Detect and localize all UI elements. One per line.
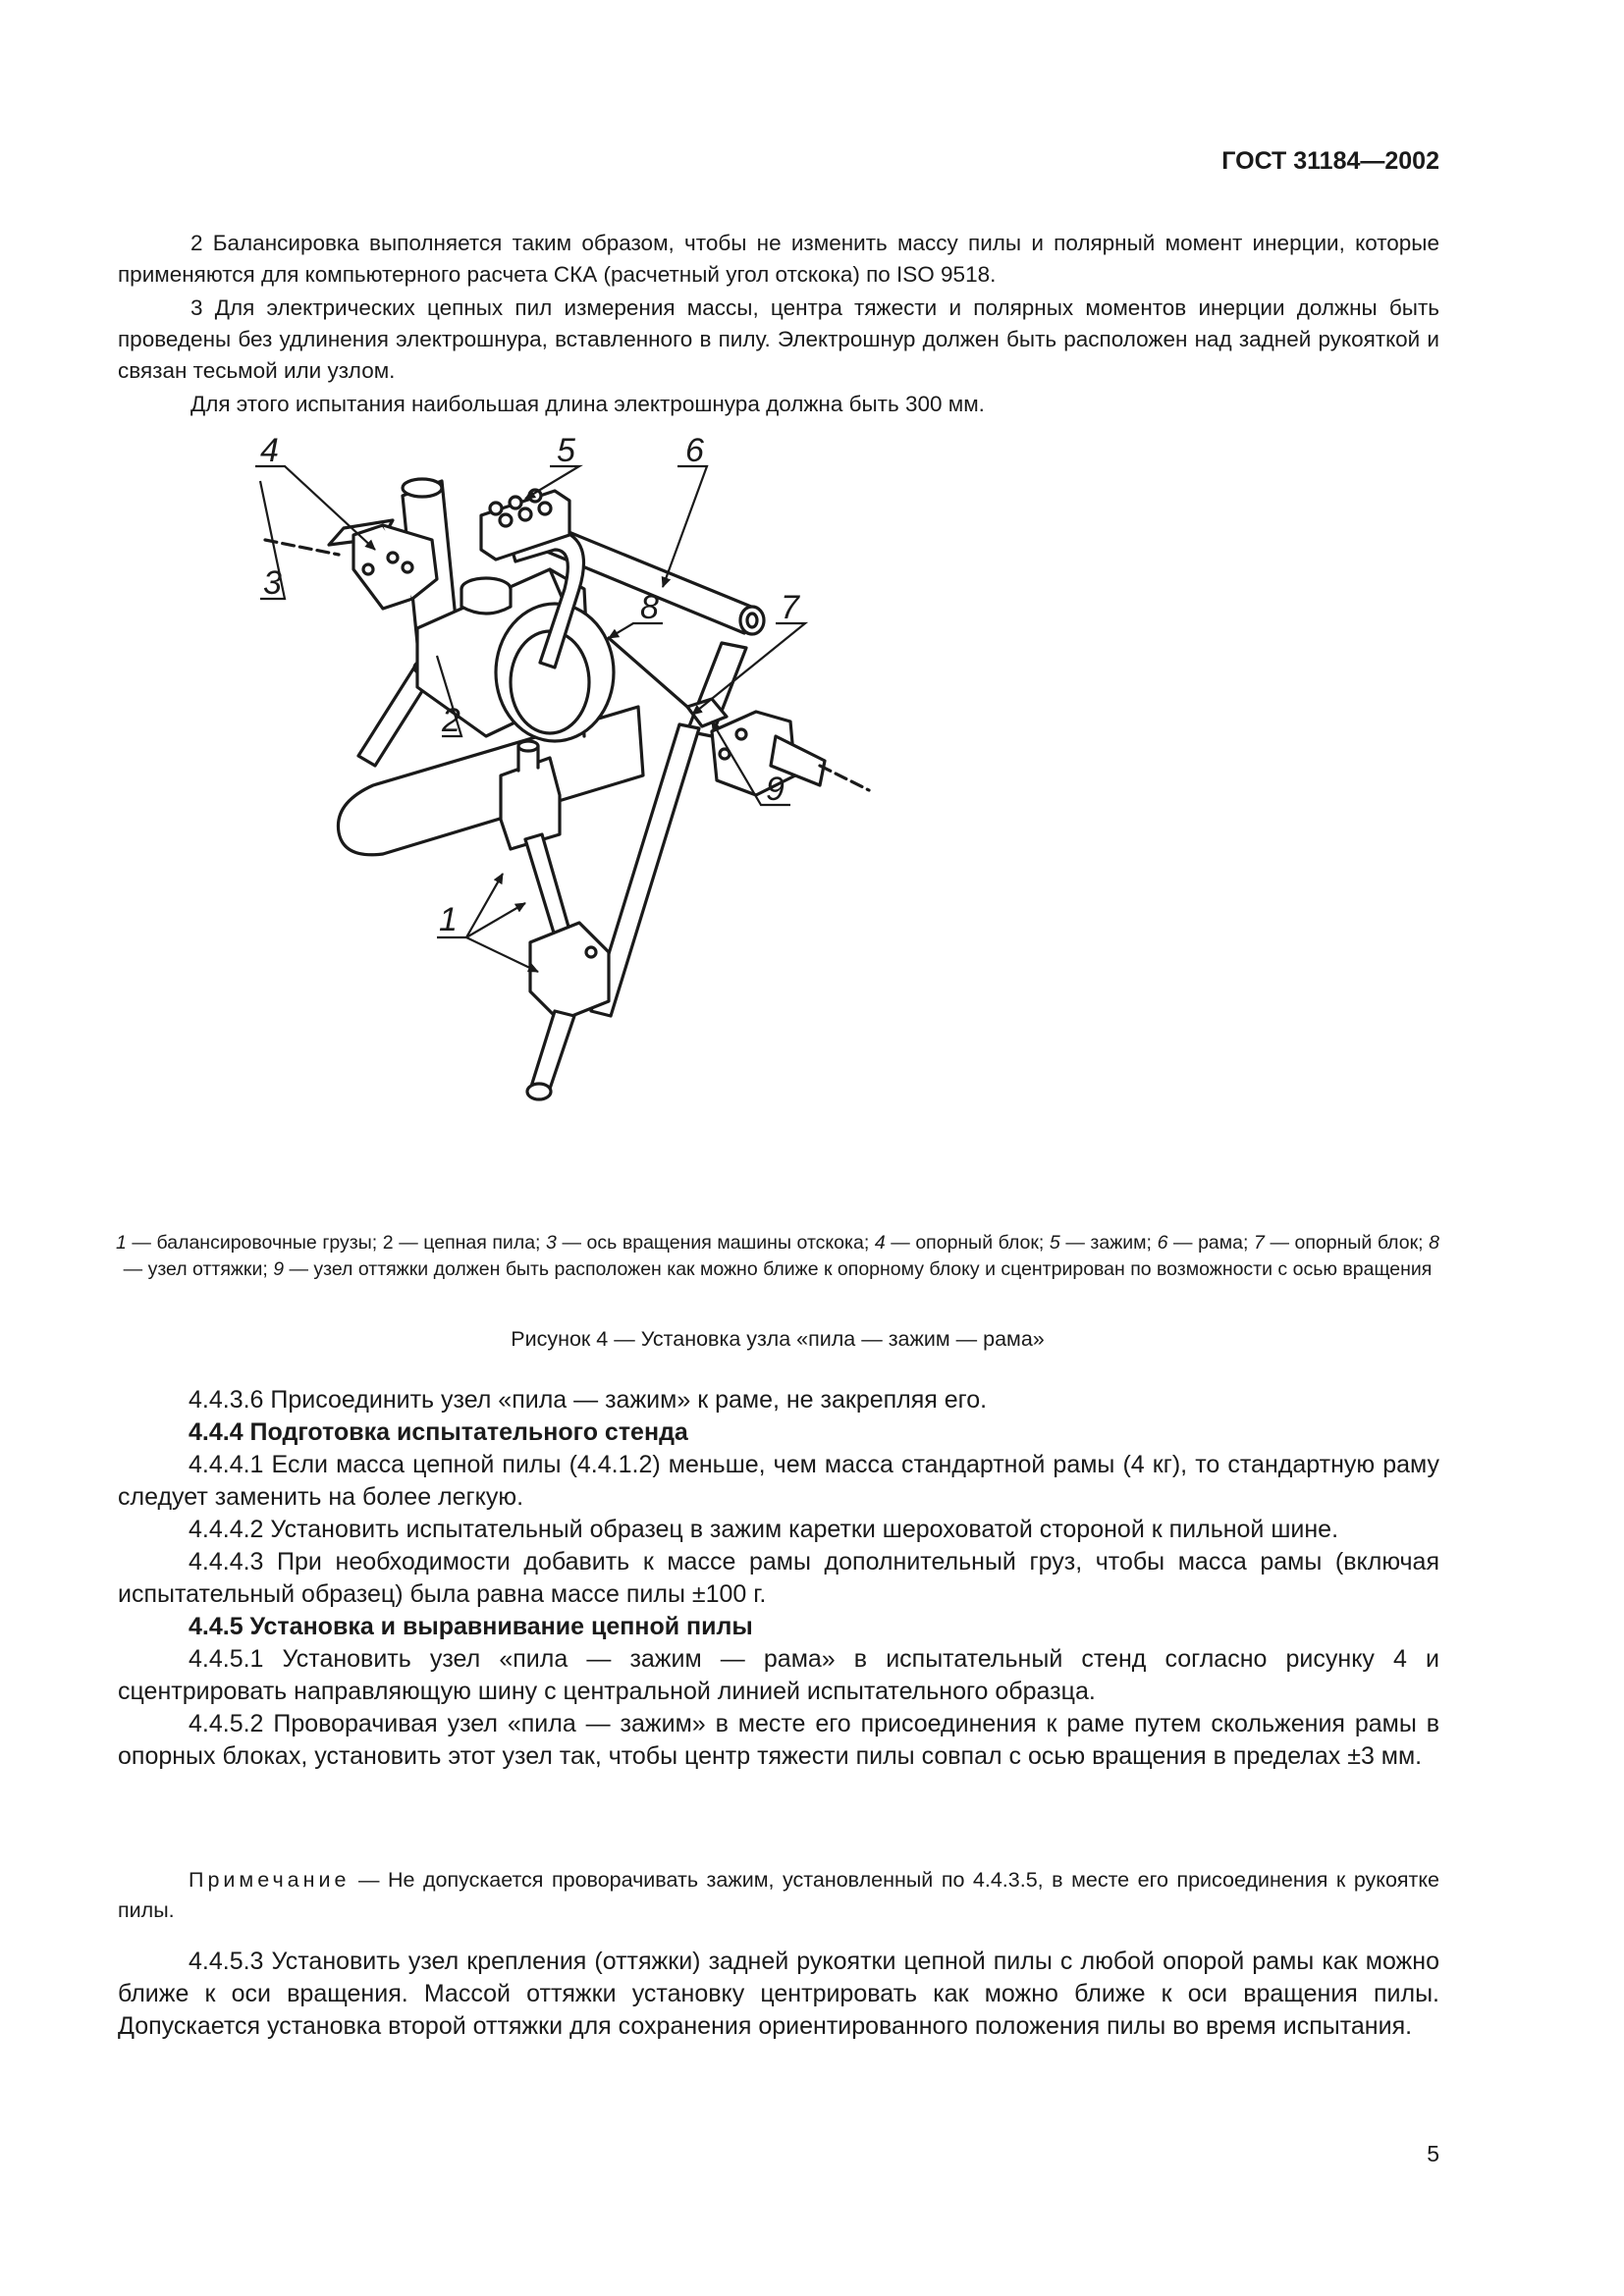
note-block [118,1865,1439,1926]
page-number: 5 [1427,2141,1439,2166]
note-3: 3 Для электрических цепных пил измерения массы, центра тяжести и полярных моментов инерции должны быть проведены без удлинения электрошнура, вставленного в пилу. Электрошнур должен быть расположен над задней рукояткой и связан тесьмой или узлом. [118,295,1439,383]
figure-label-1: 1 [439,901,458,938]
figure-label-6: 6 [685,432,704,469]
figure-label-5: 5 [557,432,575,469]
legend-item: 8 — узел оттяжки; [123,1232,1439,1280]
clause-4-4-3-6: 4.4.3.6 Присоединить узел «пила — зажим» к раме, не закрепляя его. [189,1386,988,1414]
legend-item: 1 — балансировочные грузы; [116,1232,383,1254]
clause-4-4-5-2: 4.4.5.2 Проворачивая узел «пила — зажим» в месте его присоединения к раме путем скольжения рамы в опорных блоках, установить этот узел так, чтобы центр тяжести пилы совпал с осью вращения в пределах ±3 мм. [118,1710,1439,1770]
figure-label-3: 3 [263,564,282,602]
legend-item: 7 — опорный блок; [1254,1232,1430,1254]
figure-label-2: 2 [442,702,460,739]
heading-4-4-4: 4.4.4 Подготовка испытательного стенда [189,1418,688,1446]
figure-legend [116,1230,1439,1283]
legend-item: 5 — зажим; [1049,1232,1158,1254]
clause-4-4-4-1: 4.4.4.1 Если масса цепной пилы (4.4.1.2) меньше, чем масса стандартной рамы (4 кг), то стандартную раму следует заменить на более легкую. [118,1451,1439,1511]
legend-item: 4 — опорный блок; [874,1232,1050,1254]
clause-4-4-4-3: 4.4.4.3 При необходимости добавить к массе рамы дополнительный груз, чтобы масса рамы (включая испытательный образец) была равна массе пилы ±100 г. [118,1548,1439,1608]
legend-item: 9 — узел оттяжки должен быть расположен как можно ближе к опорному блоку и сцентрирован по возможности с осью вращения [273,1258,1433,1280]
clause-4-4-5-3: 4.4.5.3 Установить узел крепления (оттяжки) задней рукоятки цепной пилы с любой опорой рамы как можно ближе к оси вращения. Массой оттяжки установку центрировать как можно ближе к оси вращения пилы. Допускается установка второй оттяжки для сохранения ориентированного положения пилы во время испытания. [118,1948,1439,2040]
top-notes [118,228,1439,420]
balance-weight-upper [501,758,560,849]
clause-4-4-5-1: 4.4.5.1 Установить узел «пила — зажим — рама» в испытательный стенд согласно рисунку 4 и сцентрировать направляющую шину с центральной линией испытательного образца. [118,1645,1439,1705]
tension-cord-8 [609,638,687,707]
legend-item: 3 — ось вращения машины отскока; [546,1232,875,1254]
figure-label-4: 4 [260,432,279,469]
legend-item: 2 — цепная пила; [382,1232,547,1254]
figure-label-9: 9 [766,771,785,808]
figure-label-7: 7 [781,589,799,626]
body-text [118,1384,1439,1773]
figure-caption: Рисунок 4 — Установка узла «пила — зажим — рама» [511,1327,1045,1351]
note-2: 2 Балансировка выполняется таким образом, чтобы не изменить массу пилы и полярный момент инерции, которые применяются для компьютерного расчета СКА (расчетный угол отскока) по ISO 9518. [118,231,1439,287]
balance-weight-lower [530,923,609,1021]
standard-number: ГОСТ 31184—2002 [1221,147,1439,175]
note-3-cont: Для этого испытания наибольшая длина электрошнура должна быть 300 мм. [190,392,985,416]
note-label: Примечание [189,1868,351,1892]
clause-4-4-4-2: 4.4.4.2 Установить испытательный образец в зажим каретки шероховатой стороной к пильной шине. [189,1516,1339,1543]
figure-4-drawing [260,432,1257,1217]
figure-label-8: 8 [640,589,659,626]
body-text-cont [118,1946,1439,2043]
note-text: — Не допускается проворачивать зажим, установленный по 4.4.3.5, в месте его присоединения к рукоятке пилы. [118,1868,1439,1922]
legend-item: 6 — рама; [1157,1232,1255,1254]
clause-note [118,1865,1439,1926]
heading-4-4-5: 4.4.5 Установка и выравнивание цепной пилы [189,1613,753,1640]
